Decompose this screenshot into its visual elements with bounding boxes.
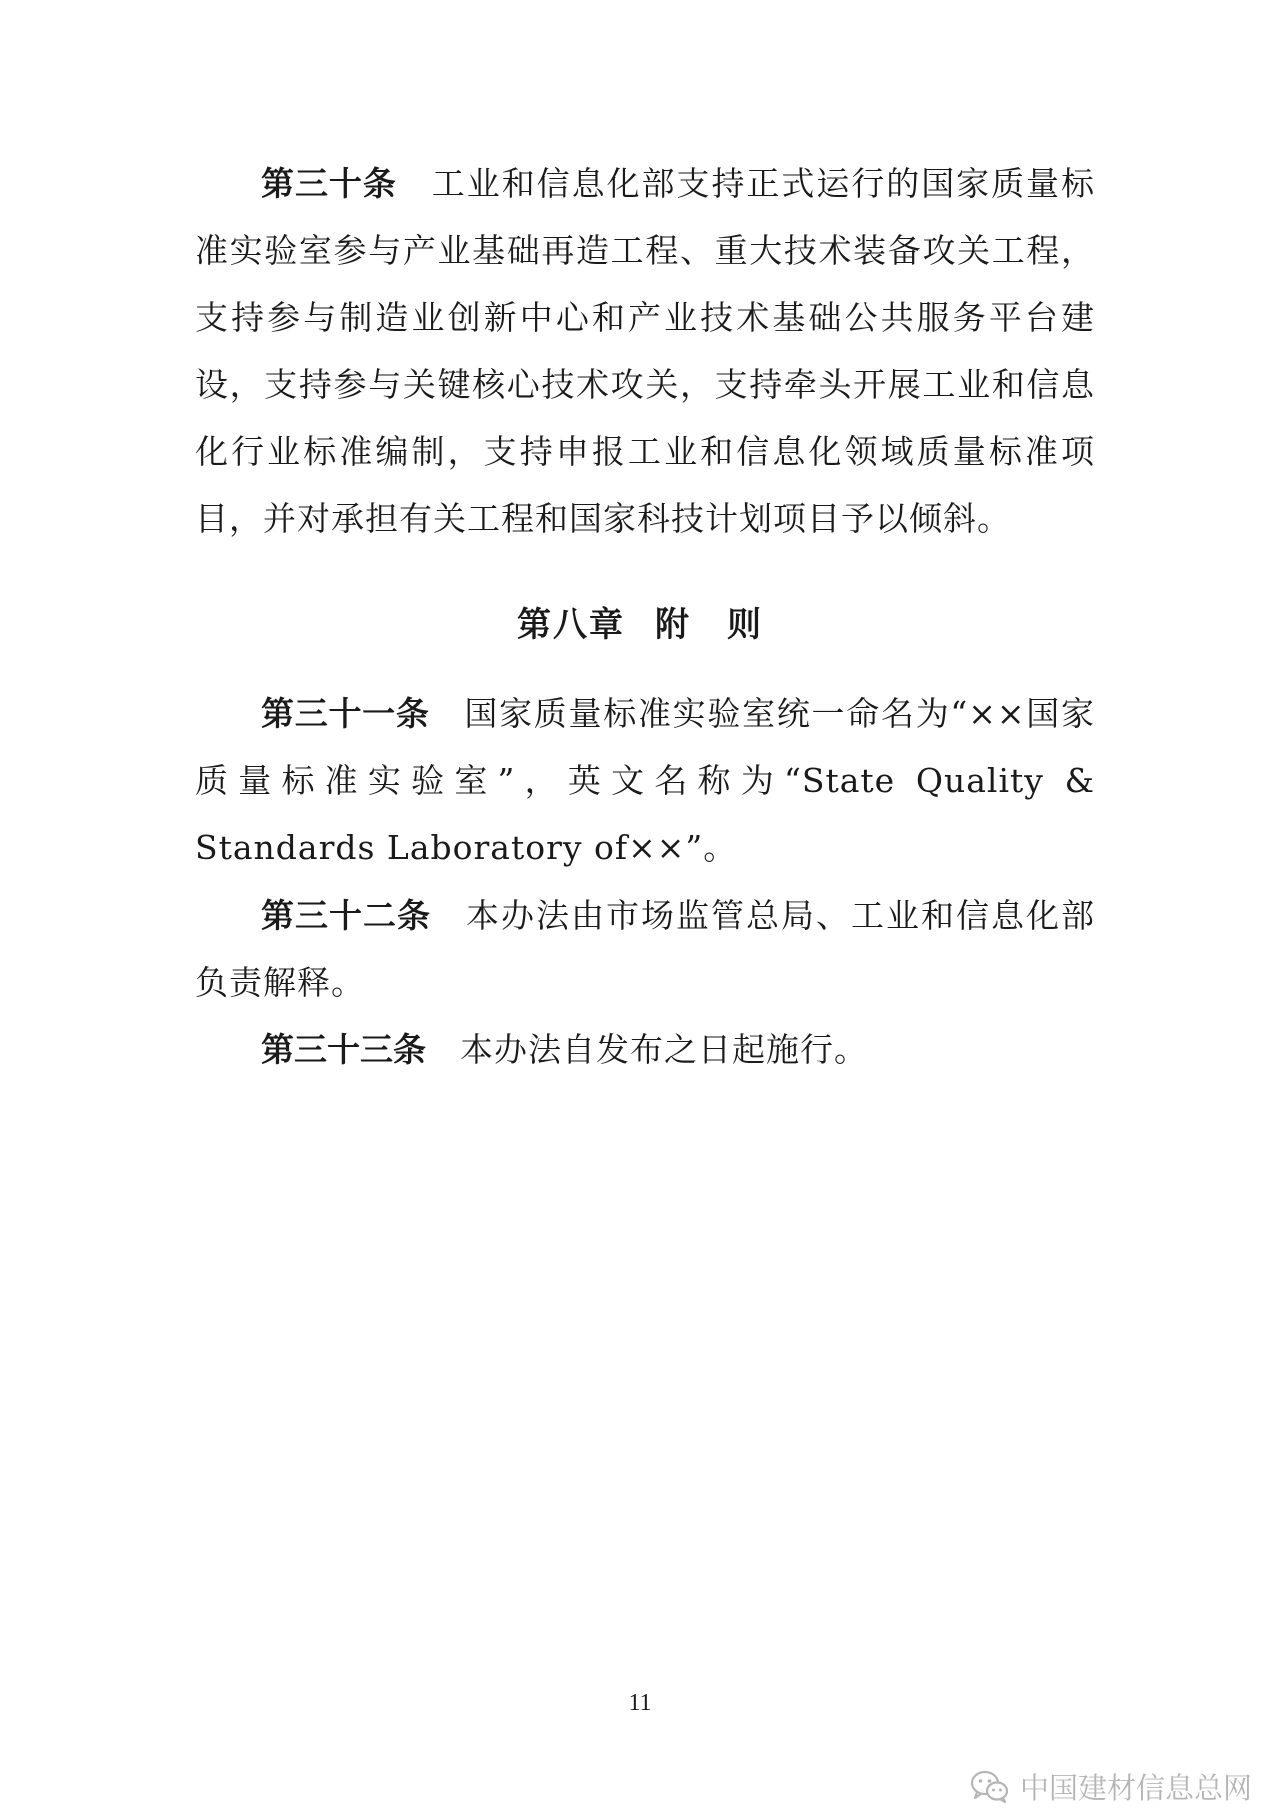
watermark-text: 中国建材信息总网 — [1019, 1771, 1252, 1805]
article-31 — [195, 680, 1095, 881]
wechat-icon — [970, 1770, 1010, 1804]
article-31-text: 国家质量标准实验室统一命名为“××国家质量标准实验室”，英文名称为“State Quality & Standards Laboratory of××”。 — [195, 694, 1096, 867]
article-30-text: 工业和信息化部支持正式运行的国家质量标准实验室参与产业基础再造工程、重大技术装备攻关工程，支持参与制造业创新中心和产业技术基础公共服务平台建设，支持参与关键核心技术攻关，支持牵头开展工业和信息化行业标准编制，支持申报工业和信息化领域质量标准项目，并对承担有关工程和国家科技计划项目予以倾斜。 — [195, 164, 1096, 538]
watermark — [970, 1766, 1252, 1807]
article-31-label: 第三十一条 — [261, 694, 430, 733]
article-32-text: 本办法由市场监管总局、工业和信息化部负责解释。 — [195, 896, 1095, 1002]
page-number: 11 — [628, 1690, 652, 1716]
chapter-8-heading — [0, 597, 1280, 646]
article-33-text: 本办法自发布之日起施行。 — [460, 1030, 868, 1069]
article-32 — [195, 882, 1095, 1016]
article-30 — [195, 150, 1095, 552]
article-32-label: 第三十二条 — [261, 896, 431, 935]
article-33 — [195, 1016, 1095, 1083]
chapter-number: 第八章 — [517, 605, 625, 645]
article-30-label: 第三十条 — [261, 164, 397, 203]
chapter-title: 附 则 — [655, 605, 763, 645]
article-33-label: 第三十三条 — [261, 1030, 426, 1069]
